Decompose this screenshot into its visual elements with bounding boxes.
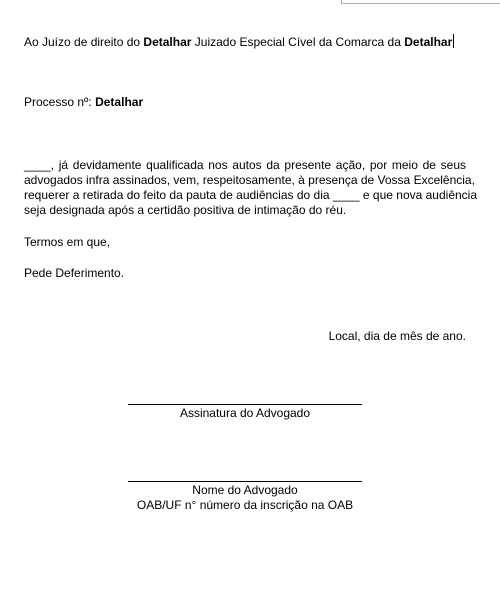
signature-line-name [128,481,362,482]
process-label: Processo nº: [24,95,96,109]
request-paragraph[interactable] [24,158,478,218]
oab-number-label[interactable]: OAB/UF n° número da inscrição na OAB [136,498,354,512]
place-date-line[interactable]: Local, dia de mês de ano. [328,329,466,343]
signature-label[interactable]: Assinatura do Advogado [179,406,311,420]
district-field[interactable]: Detalhar [404,35,453,49]
paragraph-line: seja designada após a certidão positiva de intimação do réu. [24,203,347,217]
paragraph-line: advogados infra assinados, vem, respeitosamente, à presença de Vossa Excelência, [24,173,475,187]
addressee-prefix: Ao Juízo de direito do [24,35,144,49]
addressee-line[interactable] [24,34,466,50]
signature-line-lawyer [128,404,362,405]
lawyer-name-label[interactable]: Nome do Advogado [192,483,298,497]
closing-request[interactable]: Pede Deferimento. [24,266,125,280]
process-line[interactable] [24,95,466,110]
addressee-middle: Juizado Especial Cível da Comarca da [191,35,405,49]
court-field[interactable]: Detalhar [143,35,192,49]
paragraph-line: requerer a retirada do feito da pauta de audiências do dia ____ e que nova audiência [24,188,478,202]
text-cursor [453,34,454,48]
paragraph-line: ____, já devidamente qualificada nos autos da presente ação, por meio de seus [24,158,466,172]
page-edge-frame [341,0,500,4]
closing-terms[interactable]: Termos em que, [24,235,111,249]
process-number-field[interactable]: Detalhar [95,95,144,109]
